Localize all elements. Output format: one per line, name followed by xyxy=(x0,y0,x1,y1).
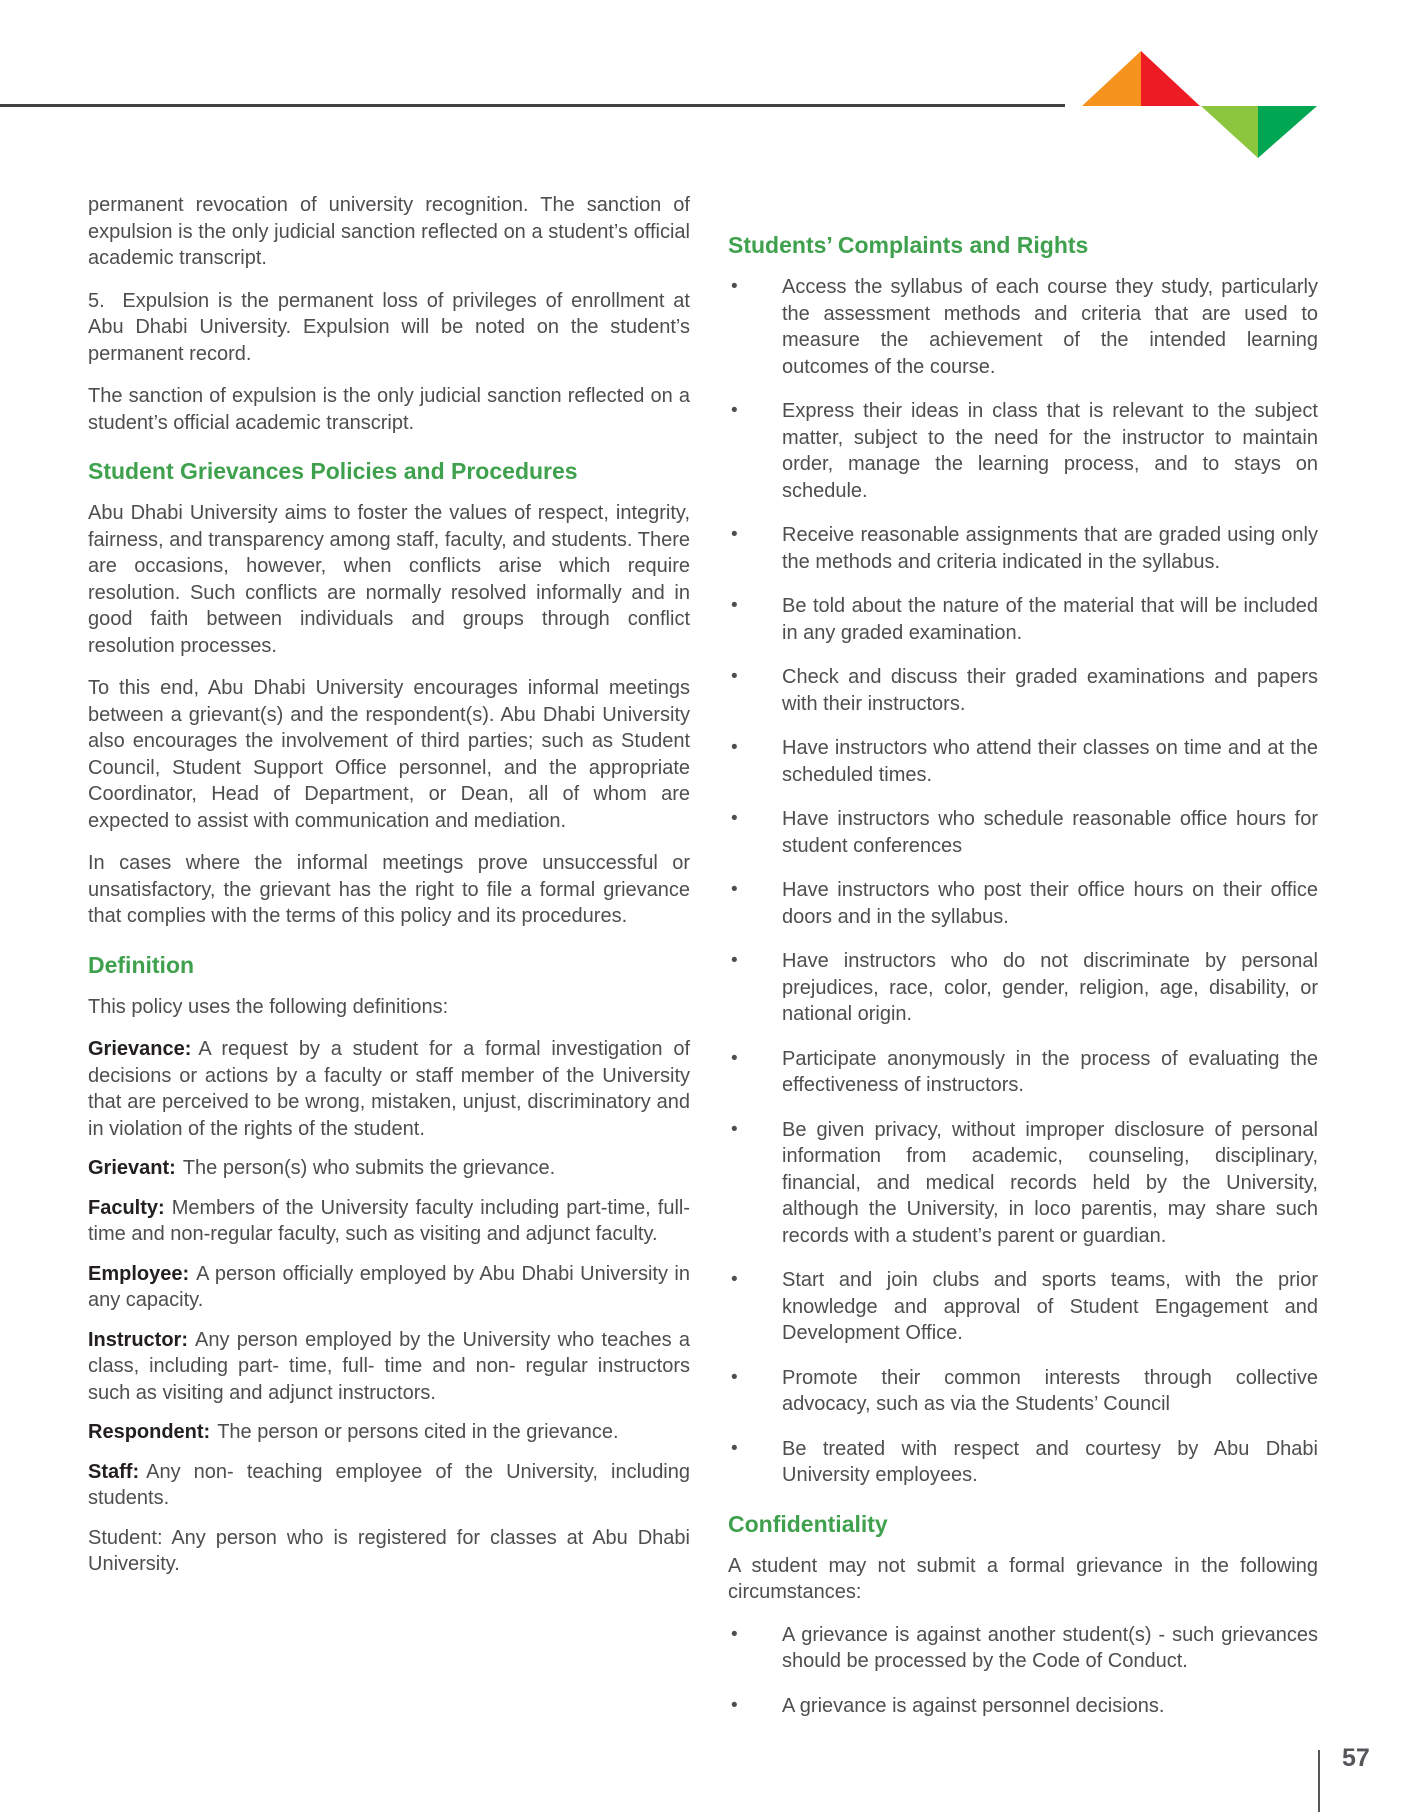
bullet-text: Be given privacy, without improper disclosure of personal information from academic, counseling, disciplinary, financial, and medical records held by the University, although the University, in loco parentis, may share such records with a student’s parent or guardian. xyxy=(782,1118,1318,1247)
bullet-text: Have instructors who post their office hours on their office doors and in the syllabus. xyxy=(782,879,1318,928)
definition-term: Instructor: xyxy=(88,1328,188,1351)
list-item xyxy=(728,1117,1318,1250)
list-item xyxy=(728,1622,1318,1675)
list-item xyxy=(728,735,1318,788)
bullet-text: Check and discuss their graded examinations and papers with their instructors. xyxy=(782,666,1318,715)
bullet-text: Have instructors who schedule reasonable office hours for student conferences xyxy=(782,808,1318,857)
definition-text: Members of the University faculty including part-time, full-time and non-regular faculty, such as visiting and adjunct faculty. xyxy=(88,1196,690,1245)
bullet-text: Participate anonymously in the process of evaluating the effectiveness of instructors. xyxy=(782,1047,1318,1096)
logo-red-triangle xyxy=(1141,51,1200,106)
definition-staff xyxy=(88,1459,690,1512)
definition-grievant xyxy=(88,1155,690,1182)
definition-term: Respondent: xyxy=(88,1421,211,1443)
definition-term: Employee: xyxy=(88,1262,190,1285)
paragraph-grievances-intro: Abu Dhabi University aims to foster the values of respect, integrity, fairness, and transparency among staff, faculty, and students. There are occasions, however, when conflicts arise which require resolution. Such conflicts are normally resolved informally and in good faith between individuals and groups through conflict resolution processes. xyxy=(88,502,690,657)
right-column xyxy=(728,230,1318,1737)
definition-term: Grievance: xyxy=(88,1038,192,1060)
bullet-icon: • xyxy=(731,1437,738,1459)
definition-term: Staff: xyxy=(88,1460,140,1483)
bullet-icon: • xyxy=(731,950,738,971)
bullet-icon: • xyxy=(731,1694,738,1716)
bullet-text: Be told about the nature of the material that will be included in any graded examination. xyxy=(782,595,1318,644)
list-item xyxy=(728,1267,1318,1347)
list-item xyxy=(728,948,1318,1028)
bullet-text: Promote their common interests through collective advocacy, such as via the Students’ Council xyxy=(782,1366,1318,1415)
definition-student: Student: Any person who is registered for classes at Abu Dhabi University. xyxy=(88,1526,690,1575)
bullet-text: Start and join clubs and sports teams, with the prior knowledge and approval of Student Engagement and Development Office. xyxy=(782,1269,1318,1344)
logo-orange-triangle xyxy=(1082,51,1141,106)
definition-text: The person(s) who submits the grievance. xyxy=(182,1157,556,1179)
abu-dhabi-university-logo xyxy=(1082,51,1318,158)
header-rule xyxy=(0,104,1065,107)
section-heading-students-complaints: Students’ Complaints and Rights xyxy=(728,232,1089,258)
paragraph-confidentiality-intro: A student may not submit a formal grievance in the following circumstances: xyxy=(728,1554,1318,1603)
bullet-icon: • xyxy=(731,1366,738,1388)
definition-faculty xyxy=(88,1195,690,1248)
bullet-text: Receive reasonable assignments that are graded using only the methods and criteria indicated in the syllabus. xyxy=(782,524,1318,573)
definition-text: Any non- teaching employee of the University, including students. xyxy=(88,1460,690,1509)
page-number-rule xyxy=(1318,1750,1320,1812)
paragraph-expulsion-continuation: permanent revocation of university recognition. The sanction of expulsion is the only judicial sanction reflected on a student’s official academic transcript. xyxy=(88,194,690,269)
definition-grievance xyxy=(88,1036,690,1142)
definition-text: A request by a student for a formal investigation of decisions or actions by a faculty or staff member of the University that are perceived to be wrong, mistaken, unjust, discriminatory and in violation of the rights of the student. xyxy=(88,1038,690,1140)
definition-instructor xyxy=(88,1327,690,1407)
list-item xyxy=(728,1693,1318,1720)
paragraph-expulsion-item-5: 5. Expulsion is the permanent loss of privileges of enrollment at Abu Dhabi University. Expulsion will be noted on the student’s permanent record. xyxy=(88,289,690,365)
list-item xyxy=(728,274,1318,380)
list-item xyxy=(728,664,1318,717)
bullet-icon: • xyxy=(731,400,738,421)
list-item xyxy=(728,1436,1318,1489)
list-item xyxy=(728,1046,1318,1099)
bullet-icon: • xyxy=(731,666,738,687)
list-item xyxy=(728,877,1318,930)
page-number: 57 xyxy=(1342,1744,1370,1772)
definition-text: A person officially employed by Abu Dhabi University in any capacity. xyxy=(88,1262,690,1311)
logo-light-green-triangle xyxy=(1201,106,1258,158)
bullet-text: A grievance is against another student(s) - such grievances should be processed by the Code of Conduct. xyxy=(782,1623,1318,1672)
bullet-icon: • xyxy=(731,737,738,758)
list-item xyxy=(728,522,1318,575)
definition-employee xyxy=(88,1261,690,1314)
list-item xyxy=(728,593,1318,646)
definition-term: Grievant: xyxy=(88,1157,176,1179)
bullet-icon: • xyxy=(731,524,738,545)
bullet-text: Be treated with respect and courtesy by Abu Dhabi University employees. xyxy=(782,1437,1318,1486)
section-heading-confidentiality: Confidentiality xyxy=(728,1510,888,1537)
bullet-icon: • xyxy=(731,1047,738,1069)
definition-respondent xyxy=(88,1419,690,1446)
bullet-text: Have instructors who attend their classes on time and at the scheduled times. xyxy=(782,737,1318,786)
bullet-icon: • xyxy=(731,276,738,297)
bullet-icon: • xyxy=(731,879,738,900)
logo-dark-green-triangle xyxy=(1258,106,1317,158)
paragraph-informal-meetings: To this end, Abu Dhabi University encourages informal meetings between a grievant(s) and the respondent(s). Abu Dhabi University also encourages the involvement of third parties; such as Student Council, Student Support Office personnel, and the appropriate Coordinator, Head of Department, or Dean, all of whom are expected to assist with communication and mediation. xyxy=(88,677,690,832)
list-item xyxy=(728,806,1318,859)
list-item xyxy=(728,398,1318,504)
bullet-text: A grievance is against personnel decisions. xyxy=(782,1694,1165,1717)
bullet-icon: • xyxy=(731,1269,738,1290)
bullet-icon: • xyxy=(731,808,738,829)
definition-text: Any person employed by the University who teaches a class, including part- time, full- time and non- regular instructors such as visiting and adjunct instructors. xyxy=(88,1328,690,1404)
bullet-icon: • xyxy=(731,595,738,616)
section-heading-student-grievances: Student Grievances Policies and Procedures xyxy=(88,458,578,484)
bullet-text: Access the syllabus of each course they study, particularly the assessment methods and criteria that are used to measure the achievement of the intended learning outcomes of the course. xyxy=(782,276,1318,378)
paragraph-formal-grievance: In cases where the informal meetings prove unsuccessful or unsatisfactory, the grievant has the right to file a formal grievance that complies with the terms of this policy and its procedures. xyxy=(88,852,690,927)
paragraph-sanction-note: The sanction of expulsion is the only judicial sanction reflected on a student’s official academic transcript. xyxy=(88,385,690,434)
section-heading-definition: Definition xyxy=(88,951,195,978)
bullet-icon: • xyxy=(731,1623,738,1645)
definition-term: Faculty: xyxy=(88,1196,165,1219)
left-column xyxy=(88,192,690,1594)
paragraph-definitions-intro: This policy uses the following definitions: xyxy=(88,995,449,1018)
list-item xyxy=(728,1365,1318,1418)
bullet-icon: • xyxy=(731,1118,738,1140)
definition-text: The person or persons cited in the grievance. xyxy=(217,1421,619,1443)
bullet-text: Have instructors who do not discriminate by personal prejudices, race, color, gender, religion, age, disability, or national origin. xyxy=(782,950,1318,1025)
bullet-text: Express their ideas in class that is relevant to the subject matter, subject to the need for the instructor to maintain order, manage the learning process, and to stays on schedule. xyxy=(782,400,1318,502)
